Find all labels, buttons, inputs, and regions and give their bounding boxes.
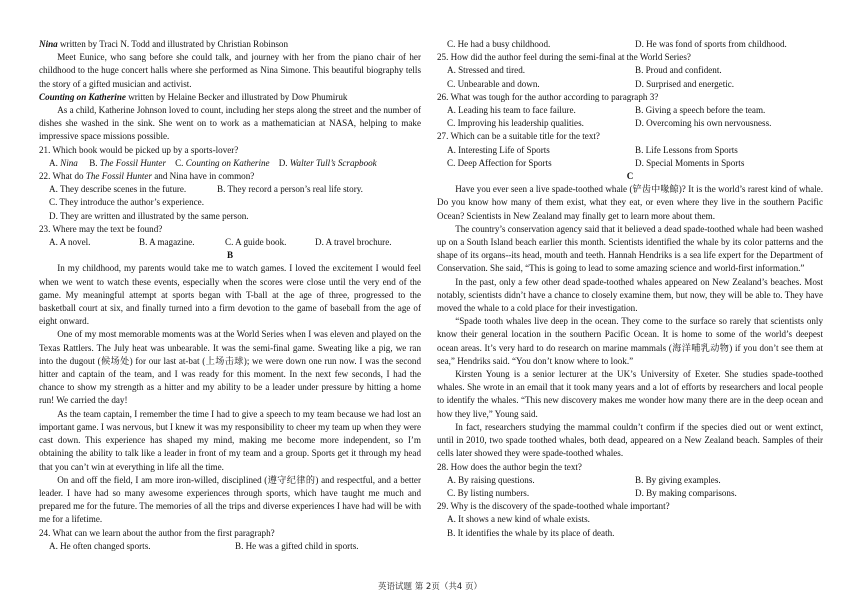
q22-book-title: The Fossil Hunter <box>85 171 152 182</box>
q26-option-a: A. Leading his team to face failure. <box>447 105 576 116</box>
passage-b-paragraph-4: On and off the field, I am more iron-willed, disciplined (遵守纪律的) and respectful, and a better leader. I have had so many awesome experiences through sports, which have taught me much and prepared me for the future. The memories of all the trips and diverse experiences I have had will be with me for a lifetime. <box>39 474 421 525</box>
passage-b-paragraph-2: One of my most memorable moments was at the World Series when I was eleven and played on the Texas Rattlers. The July heat was unbearable. It was the semi-final game. Sweating like a pig, we ran into the dugout (候场处) for our last at-bat (上场击球); we were down one run now. I was the second hitter and captain of the team, and I was ready for this moment. In the next few seconds, I had the chance to show my strength as a hitter and my ability to be a leader under pressure by hitting a home run! We carried the day! <box>39 329 421 406</box>
book-nina-heading <box>39 38 421 51</box>
question-22-options-ab <box>39 183 421 196</box>
q25-option-b: B. Proud and confident. <box>635 65 722 76</box>
q22-option-b: B. They record a person’s real life story. <box>217 184 363 195</box>
book-title-nina: Nina <box>39 39 58 49</box>
q29-option-a: A. It shows a new kind of whale exists. <box>447 514 590 525</box>
q27-option-d: D. Special Moments in Sports <box>635 157 745 168</box>
q23-option-d: D. A travel brochure. <box>315 237 392 248</box>
q21-a-letter: A. <box>49 157 61 168</box>
q22-option-d: D. They are written and illustrated by the same person. <box>49 210 249 221</box>
book-katherine-heading <box>39 91 421 104</box>
q27-option-b: B. Life Lessons from Sports <box>635 144 738 155</box>
question-23: 23. Where may the text be found? <box>39 223 163 234</box>
passage-b-paragraph-1: In my childhood, my parents would take me to watch games. I loved the excitement I would feel when we went to watch these events, especially when the scores were close until the very end of the game. My meaningful attempt at sports began with T-ball at the age of three, progressed to the basketball court at six, and finally turned into a firm devotion to the game of baseball from the age of eight onward. <box>39 263 421 327</box>
q25-option-a: A. Stressed and tired. <box>447 65 526 76</box>
byline-katherine: written by Helaine Becker and illustrated by Dow Phumiruk <box>125 91 348 102</box>
q26-option-c: C. Improving his leadership qualities. <box>447 118 584 129</box>
passage-c-paragraph-5: Kirsten Young is a senior lecturer at the UK’s University of Exeter. She studies spade-toothed whales. She wrote in an email that it took many years and a lot of efforts by researchers and local people to identify the whales. “This new discovery makes me wonder how many there are in the deep ocean and how they live,” Young said. <box>437 369 823 419</box>
q21-option-d: Walter Tull’s Scrapbook <box>289 157 377 168</box>
passage-c-paragraph-2: The country’s conservation agency said that it believed a dead spade-toothed whale had been washed up on a South Island beach earlier this month. Scientists identified the whale by its color patterns and the shape of its organs--its head, mouth and teeth. Hannah Hendriks is a sea life expert for the Department of Conservation. She said, “This is going to lead to some amazing science and world-first information.” <box>437 223 823 274</box>
q22-pre: 22. What do <box>39 171 86 182</box>
left-column <box>39 38 421 553</box>
book-katherine-description: As a child, Katherine Johnson loved to count, including her steps along the street and the number of dishes she washed in the sink. She went on to work as a mathematician at NASA, helping to make impressive space missions possible. <box>39 105 421 142</box>
q24-option-c: C. He had a busy childhood. <box>447 39 551 49</box>
passage-c-paragraph-1: Have you ever seen a live spade-toothed whale (铲齿中喙鲸)? It is the world’s rarest kind of whale. Do you know how many of them exist, what they eat, or even where they live in the southern Pacific Ocean? Scientists in New Zealand may finally get to learn more about them. <box>437 184 823 221</box>
q27-option-a: A. Interesting Life of Sports <box>447 144 550 155</box>
page-footer: 英语试题 第 2页（共4 页） <box>378 582 482 592</box>
question-21: 21. Which book would be picked up by a sports-lover? <box>39 144 239 155</box>
question-27-options-cd <box>437 157 823 170</box>
question-26: 26. What was tough for the author according to paragraph 3? <box>437 91 659 102</box>
question-26-options-ab <box>437 104 823 117</box>
question-28-options-cd <box>437 487 823 500</box>
book-nina-description: Meet Eunice, who sang before she could talk, and journey with her from the piano chair of her childhood to the huge concert halls where she performed as Nina Simone. This beautiful biography tells the story of a gifted musician and activist. <box>39 52 421 89</box>
byline-nina: written by Traci N. Todd and illustrated by Christian Robinson <box>57 39 289 49</box>
question-28-options-ab <box>437 474 823 487</box>
q24-option-a: A. He often changed sports. <box>49 540 151 551</box>
q26-option-b: B. Giving a speech before the team. <box>635 105 766 116</box>
question-24: 24. What can we learn about the author from the first paragraph? <box>39 527 275 538</box>
question-22 <box>39 170 421 183</box>
q22-option-a: A. They describe scenes in the future. <box>49 184 187 195</box>
question-26-options-cd <box>437 117 823 130</box>
q24-option-b: B. He was a gifted child in sports. <box>235 540 359 551</box>
question-25: 25. How did the author feel during the semi-final at the World Series? <box>437 52 691 63</box>
q28-option-c: C. By listing numbers. <box>447 487 530 498</box>
q27-option-c: C. Deep Affection for Sports <box>447 157 552 168</box>
question-23-options <box>39 236 421 249</box>
q23-option-a: A. A novel. <box>49 237 91 248</box>
q28-option-d: D. By making comparisons. <box>635 487 737 498</box>
q21-option-a: Nina <box>60 157 78 168</box>
q21-d-letter: D. <box>278 157 290 168</box>
passage-c-paragraph-3: In the past, only a few other dead spade-toothed whales appeared on New Zealand’s beaches. Most notably, scientists didn’t have a chance to closely examine them, but now, they will be able to. They have moved the whale to a cold place for their investigation. <box>437 276 823 314</box>
passage-b-paragraph-3: As the team captain, I remember the time I had to give a speech to my team because we had lost an important game. I was nervous, but I knew it was my responsibility to cheer my team up when they were cast down. This experience has shaped my mind, making me become more independent, so I’m obtaining the ability to talk like a leader in front of my team and a group. Sports get it through my head that you can’t win at everything in life all the time. <box>39 408 421 472</box>
question-25-options-ab <box>437 64 823 77</box>
q22-option-c: C. They introduce the author’s experience. <box>49 197 204 208</box>
q28-option-b: B. By giving examples. <box>635 474 721 485</box>
q25-option-d: D. Surprised and energetic. <box>635 78 735 89</box>
question-28: 28. How does the author begin the text? <box>437 461 582 472</box>
q25-option-c: C. Unbearable and down. <box>447 78 540 89</box>
question-27-options-ab <box>437 144 823 157</box>
q21-option-c: Counting on Katherine <box>185 157 270 168</box>
question-29: 29. Why is the discovery of the spade-toothed whale important? <box>437 501 670 512</box>
q24-option-d: D. He was fond of sports from childhood. <box>635 39 787 49</box>
q23-option-b: B. A magazine. <box>139 237 195 248</box>
q26-option-d: D. Overcoming his own nervousness. <box>635 118 772 129</box>
question-27: 27. Which can be a suitable title for the text? <box>437 131 600 142</box>
q29-option-b: B. It identifies the whale by its place of death. <box>447 527 615 538</box>
section-c-heading: C <box>626 171 634 182</box>
q21-b-letter: B. <box>89 157 100 168</box>
q23-option-c: C. A guide book. <box>225 237 287 248</box>
q21-c-letter: C. <box>175 157 186 168</box>
q21-option-b: The Fossil Hunter <box>99 157 166 168</box>
q28-option-a: A. By raising questions. <box>447 474 535 485</box>
passage-c-paragraph-4: “Spade tooth whales live deep in the ocean. They come to the surface so rarely that scientists only know their general location in the southern Pacific Ocean. It is home to some of the world’s deepest ocean areas. It’s very hard to do research on marine mammals (海洋哺乳动物) if you don’t see them at sea,” Hendriks said. “You don’t know where to look.” <box>437 316 823 366</box>
question-25-options-cd <box>437 78 823 91</box>
question-24-options-ab <box>39 540 421 553</box>
section-b-heading: B <box>226 250 234 261</box>
book-title-katherine: Counting on Katherine <box>39 91 126 102</box>
question-21-options <box>39 157 421 170</box>
right-column <box>437 38 823 540</box>
passage-c-paragraph-6: In fact, researchers studying the mammal couldn’t confirm if the species died out or went extinct, until in 2010, two spade toothed whales, both dead, appeared on a New Zealand beach. Samples of their cells later showed they were spade-toothed whales. <box>437 421 823 459</box>
q22-post: and Nina have in common? <box>152 171 255 182</box>
question-24-options-cd <box>437 38 823 51</box>
